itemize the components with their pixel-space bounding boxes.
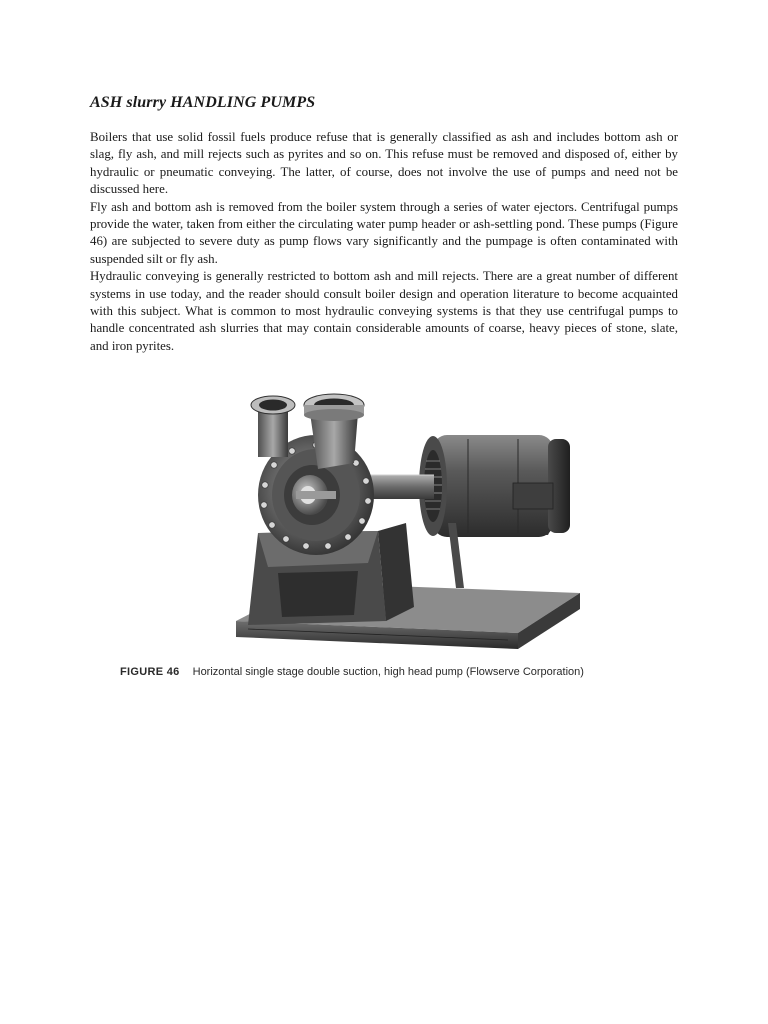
- figure-caption: [120, 666, 660, 678]
- paragraph-2: Fly ash and bottom ash is removed from the boiler system through a series of water ejectors. Centrifugal pumps provide the water, taken from either the circulating water pump header or ash-settling pond. These pumps (Figure 46) are subjected to severe duty as pump flows vary significantly and the pumpage is often contaminated with suspended silt or fly ash.: [90, 199, 678, 266]
- paragraph-1: Boilers that use solid fossil fuels produce refuse that is generally classified as ash and includes bottom ash or slag, fly ash, and mill rejects such as pyrites and so on. This refuse must be removed and disposed of, either by hydraulic or pneumatic conveying. The latter, of course, does not involve the use of pumps and need not be discussed here.: [90, 130, 678, 197]
- motor: [419, 435, 570, 588]
- figure-caption-text: Horizontal single stage double suction, high head pump (Flowserve Corporation): [192, 666, 584, 678]
- body-text: [90, 129, 678, 355]
- paragraph-3: Hydraulic conveying is generally restricted to bottom ash and mill rejects. There are a great number of different systems in use today, and the reader should consult boiler design and operation literature to become acquainted with this subject. What is common to most hydraulic conveying systems is that they use centrifugal pumps to handle concentrated ash slurries that may contain considerable amounts of coarse, heavy pieces of stone, slate, and iron pyrites.: [90, 269, 678, 353]
- pump-figure: [218, 383, 588, 653]
- section-title: ASH slurry HANDLING PUMPS: [90, 94, 316, 111]
- pump-illustration: [218, 383, 588, 653]
- shaft: [368, 475, 434, 499]
- figure-label: FIGURE 46: [120, 666, 180, 678]
